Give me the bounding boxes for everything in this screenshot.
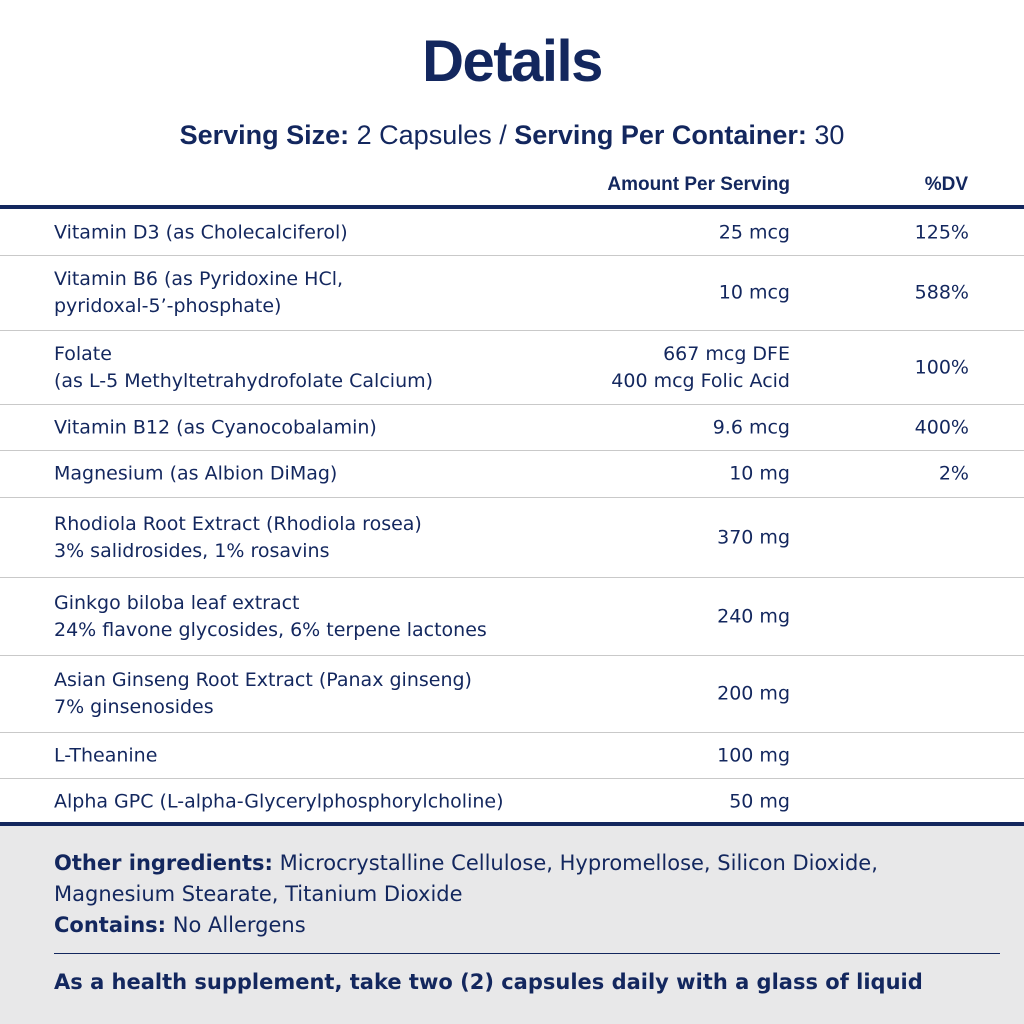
ingredient-name (54, 667, 472, 721)
amount-per-serving (611, 341, 790, 395)
ingredient-name-line: Vitamin B12 (as Cyanocobalamin) (54, 416, 377, 438)
usage-instructions: As a health supplement, take two (2) capsules daily with a glass of liquid (54, 970, 923, 994)
header-amount-per-serving: Amount Per Serving (607, 174, 790, 195)
amount-line: 10 mg (729, 462, 790, 485)
page-title: Details (422, 29, 602, 94)
servings-per-container-value: 30 (814, 120, 845, 150)
amount-per-serving (717, 524, 790, 551)
other-ingredients (54, 848, 954, 941)
amount-per-serving (717, 681, 790, 708)
amount-per-serving (717, 742, 790, 769)
table-row (0, 210, 1024, 256)
amount-line: 200 mg (717, 682, 790, 705)
amount-per-serving (729, 789, 790, 816)
amount-line: 10 mcg (718, 281, 790, 304)
header-daily-value: %DV (924, 174, 968, 195)
ingredient-name (54, 789, 504, 816)
serving-info (0, 120, 1024, 151)
serving-size-label: Serving Size: (179, 120, 350, 150)
amount-line: 50 mg (729, 790, 790, 813)
ingredient-name-line: Ginkgo biloba leaf extract (54, 591, 300, 614)
amount-line: 370 mg (717, 526, 790, 548)
contains-value: No Allergens (172, 913, 306, 937)
ingredient-name-line: pyridoxal-5’-phosphate) (54, 295, 282, 317)
daily-value: 125% (914, 221, 969, 243)
table-row (0, 656, 1024, 733)
amount-line: 9.6 mcg (712, 416, 790, 438)
ingredient-name-line: Vitamin B6 (as Pyridoxine HCl, (54, 268, 344, 290)
ingredient-name-line: Folate (54, 342, 112, 365)
table-row (0, 451, 1024, 498)
ingredient-name (54, 742, 157, 769)
ingredient-name-line: Vitamin D3 (as Cholecalciferol) (54, 221, 348, 243)
other-ingredients-value: Microcrystalline Cellulose, Hypromellose, Silicon Dioxide, Magnesium Stearate, Titanium Dioxide (54, 851, 878, 906)
serving-size-value: 2 Capsules (356, 120, 492, 150)
ingredient-name (54, 590, 487, 644)
servings-per-container-label: Serving Per Container: (514, 120, 807, 150)
table-row (0, 779, 1024, 825)
amount-line: 100 mg (717, 744, 790, 766)
ingredient-name-line: 7% ginsenosides (54, 696, 214, 718)
table-row (0, 405, 1024, 451)
footer-divider (54, 953, 1000, 954)
ingredient-name-line: (as L-5 Methyltetrahydrofolate Calcium) (54, 369, 434, 392)
ingredient-name-line: Alpha GPC (L-alpha-Glycerylphosphorylcholine) (54, 790, 504, 813)
ingredient-name (54, 219, 348, 246)
table-row (0, 578, 1024, 656)
ingredient-name (54, 511, 422, 565)
ingredient-name (54, 266, 343, 320)
ingredient-name-line: L-Theanine (54, 744, 158, 766)
nutrition-table (0, 210, 1024, 825)
amount-per-serving (713, 414, 790, 441)
daily-value: 588% (914, 281, 969, 304)
table-row (0, 498, 1024, 578)
amount-line: 240 mg (717, 605, 790, 627)
ingredient-name-line: Asian Ginseng Root Extract (Panax ginseng) (54, 669, 472, 691)
table-row (0, 331, 1024, 405)
amount-per-serving (729, 461, 790, 488)
other-ingredients-label: Other ingredients: (54, 851, 273, 875)
serving-separator: / (499, 120, 507, 150)
ingredient-name-line: 24% flavone glycosides, 6% terpene lactones (54, 618, 487, 641)
ingredient-name (54, 414, 377, 441)
table-row (0, 733, 1024, 779)
ingredient-name-line: 3% salidrosides, 1% rosavins (54, 539, 330, 562)
footer-panel (0, 826, 1024, 1024)
ingredient-name (54, 341, 433, 395)
ingredient-name-line: Rhodiola Root Extract (Rhodiola rosea) (54, 512, 422, 535)
amount-per-serving (719, 219, 790, 246)
contains-label: Contains: (54, 913, 167, 937)
amount-per-serving (717, 603, 790, 630)
amount-line: 25 mcg (718, 221, 790, 243)
daily-value: 100% (914, 356, 969, 378)
daily-value: 400% (914, 416, 969, 438)
table-row (0, 256, 1024, 331)
amount-line: 400 mcg Folic Acid (611, 369, 790, 392)
ingredient-name-line: Magnesium (as Albion DiMag) (54, 462, 338, 485)
amount-per-serving (719, 280, 790, 307)
ingredient-name (54, 461, 337, 488)
table-top-rule (0, 205, 1024, 209)
daily-value: 2% (938, 462, 969, 485)
amount-line: 667 mcg DFE (663, 342, 790, 365)
table-header (0, 174, 1024, 200)
